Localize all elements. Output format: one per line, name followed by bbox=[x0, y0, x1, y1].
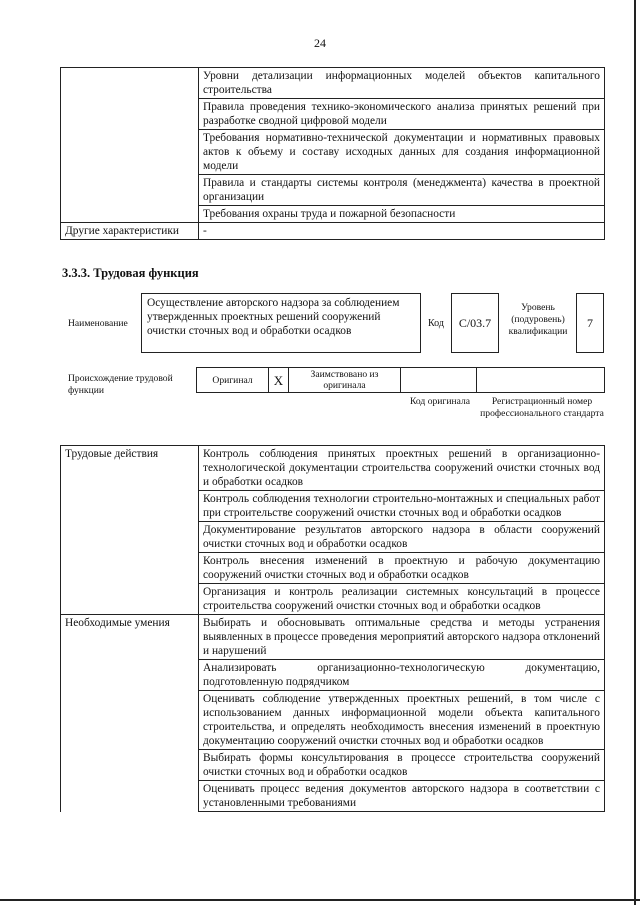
table-cell: Контроль соблюдения принятых проектных решений в организационно-технологической документации строительства сооружений очистки сточных вод и обработки осадков bbox=[199, 446, 605, 491]
table-row bbox=[61, 130, 605, 175]
origin-label: Происхождение трудовой функции bbox=[68, 373, 173, 396]
table-cell: Анализировать организационно-технологическую документацию, подготовленную подрядчиком bbox=[199, 660, 605, 691]
table-cell: Уровни детализации информационных моделей объектов капитального строительства bbox=[199, 68, 605, 99]
table-row bbox=[61, 584, 605, 615]
table-row bbox=[61, 223, 605, 240]
original-mark: X bbox=[269, 368, 289, 393]
table-cell-empty bbox=[61, 99, 199, 130]
table-cell-empty bbox=[61, 175, 199, 206]
table-row bbox=[61, 781, 605, 812]
table-cell-empty bbox=[61, 491, 199, 522]
table-cell-empty bbox=[61, 691, 199, 750]
table-cell-empty bbox=[61, 584, 199, 615]
labor-function-table bbox=[60, 445, 605, 812]
table-cell-empty bbox=[61, 750, 199, 781]
table-row bbox=[61, 206, 605, 223]
table-row bbox=[61, 522, 605, 553]
qualification-level-label: Уровень (подуровень) квалификации bbox=[508, 302, 568, 337]
knowledge-table-continued bbox=[60, 67, 605, 240]
table-row bbox=[61, 691, 605, 750]
table-cell-empty bbox=[61, 553, 199, 584]
table-cell-empty bbox=[61, 68, 199, 99]
code-original-cell bbox=[401, 368, 477, 393]
labor-actions-label: Трудовые действия bbox=[61, 446, 199, 491]
table-row bbox=[61, 175, 605, 206]
page-edge-bottom bbox=[0, 899, 640, 901]
required-skills-label: Необходимые умения bbox=[61, 615, 199, 660]
page-number: 24 bbox=[314, 36, 326, 50]
table-cell: Требования охраны труда и пожарной безопасности bbox=[199, 206, 605, 223]
table-row bbox=[197, 368, 605, 393]
table-row bbox=[61, 68, 605, 99]
table-row bbox=[61, 750, 605, 781]
table-cell: Контроль соблюдения технологии строительно-монтажных и специальных работ при строительстве сооружений очистки сточных вод и обработки осадков bbox=[199, 491, 605, 522]
reg-number-label: Регистрационный номер профессионального стандарта bbox=[480, 396, 604, 419]
table-cell: Требования нормативно-технической документации и нормативных правовых актов к объему и составу исходных данных для создания информационной модели bbox=[199, 130, 605, 175]
table-cell: Правила проведения технико-экономического анализа принятых решений при разработке сводной цифровой модели bbox=[199, 99, 605, 130]
table-row bbox=[61, 446, 605, 491]
table-cell: Выбирать формы консультирования в процессе строительства сооружений очистки сточных вод и обработки осадков bbox=[199, 750, 605, 781]
table-cell-empty bbox=[61, 522, 199, 553]
table-cell: Правила и стандарты системы контроля (менеджмента) качества в проектной организации bbox=[199, 175, 605, 206]
table-cell: Контроль внесения изменений в проектную и рабочую документацию сооружений очистки сточных вод и обработки осадков bbox=[199, 553, 605, 584]
qualification-level-box: 7 bbox=[576, 293, 604, 353]
section-heading: 3.3.3. Трудовая функция bbox=[62, 266, 199, 280]
table-row bbox=[61, 553, 605, 584]
table-cell: Оценивать процесс ведения документов авторского надзора в соответствии с установленными требованиями bbox=[199, 781, 605, 812]
table-cell-empty bbox=[61, 130, 199, 175]
table-cell-empty bbox=[61, 660, 199, 691]
original-label: Оригинал bbox=[197, 368, 269, 393]
table-cell: Оценивать соблюдение утвержденных проектных решений, в том числе с использованием данных информационной модели объекта капитального строительства, и определять необходимость внесения изменений в проектную документацию сооружений очистки сточных вод и обработки осадков bbox=[199, 691, 605, 750]
table-row bbox=[61, 615, 605, 660]
other-characteristics-label: Другие характеристики bbox=[61, 223, 199, 240]
table-cell: Документирование результатов авторского надзора в области сооружений очистки сточных вод и обработки осадков bbox=[199, 522, 605, 553]
table-row bbox=[61, 660, 605, 691]
code-label: Код bbox=[428, 318, 444, 329]
code-original-label: Код оригинала bbox=[409, 396, 471, 407]
page-edge-right bbox=[634, 0, 636, 905]
table-cell: Организация и контроль реализации системных консультаций в процессе строительства сооружений очистки сточных вод и обработки осадков bbox=[199, 584, 605, 615]
name-label: Наименование bbox=[68, 318, 128, 329]
borrowed-label: Заимствовано из оригинала bbox=[289, 368, 401, 393]
table-cell: Выбирать и обосновывать оптимальные средства и методы устранения выявленных в процессе проведения мероприятий авторского надзора отклонений и нарушений bbox=[199, 615, 605, 660]
table-row bbox=[61, 99, 605, 130]
code-value-box: С/03.7 bbox=[451, 293, 499, 353]
table-row bbox=[61, 491, 605, 522]
table-cell-empty bbox=[61, 206, 199, 223]
table-cell-empty bbox=[61, 781, 199, 812]
function-name-box: Осуществление авторского надзора за соблюдением утвержденных проектных решений сооружений очистки сточных вод и обработки осадков bbox=[141, 293, 421, 353]
origin-table bbox=[196, 367, 605, 393]
other-characteristics-value: - bbox=[199, 223, 605, 240]
reg-number-cell bbox=[477, 368, 605, 393]
